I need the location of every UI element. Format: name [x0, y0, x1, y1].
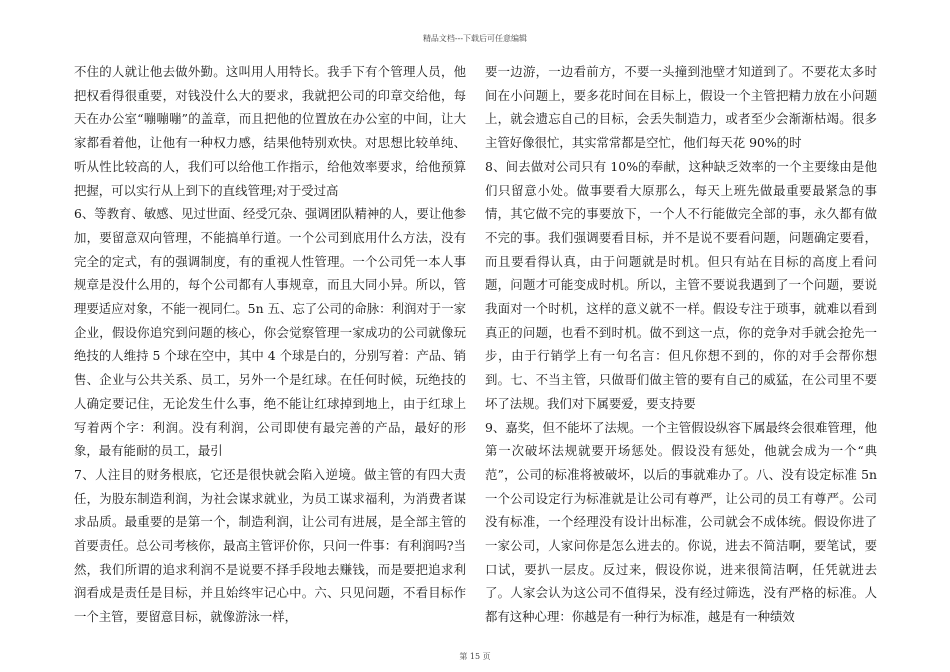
- left-column: [74, 60, 466, 629]
- paragraph: 8、间去做对公司只有 10%的奉献，这种缺乏效率的一个主要缘由是他们只留意小处。做事要看大原那么，每天上班先做最重要最紧急的事情，其它做不完的事要放下，一个人不行能做完全部的事，永久都有做不完的事。我们强调要看目标，并不是说不要看问题，问题确定要看，而且要看得认真，由于问题就是时机。但只有站在目标的高度上看问题，问题才可能变成时机。所以，主管不要说我遇到了一个问题，要说我面对一个时机，这样的意义就不一样。假设专注于琐事，就难以看到真正的问题，也看不到时机。做不到这一点，你的竞争对手就会抢先一步，由于行销学上有一句名言：但凡你想不到的，你的对手会帮你想到。七、不当主管，只做哥们做主管的要有自己的威猛，在公司里不要坏了法规。我们对下属要爱，要支持要: [485, 158, 877, 411]
- right-column: [485, 60, 877, 629]
- paragraph: 要一边游，一边看前方，不要一头撞到池壁才知道到了。不要花太多时间在小问题上，要多花时间在目标上，假设一个主管把精力放在小问题上，就会遗忘自己的目标，会丢失制造力，或者至少会渐渐枯竭。很多主管好像很忙，其实常常都是空忙，他们每天花 90%的时: [485, 64, 877, 151]
- paragraph: 6、等教育、敏感、见过世面、经受冗杂、强调团队精神的人，要让他参加，要留意双向管理，不能搞单行道。一个公司到底用什么方法，没有完全的定式，有的强调制度，有的重视人性管理。一个公司凭一本人事规章是没什么用的，每个公司都有人事规章，而且大同小异。所以，管理要适应对象，不能一视同仁。5n 五、忘了公司的命脉：利润对于一家企业，假设你追究到问题的核心，你会觉察管理一家成功的公司就像玩绝技的人维持 5 个球在空中，其中 4 个球是白的，分别写着：产品、销售、企业与公共关系、员工，另外一个是红球。在任何时候，玩绝技的人确定要记住，无论发生什么事，绝不能让红球掉到地上，由于红球上写着两个字：利润。没有利润，公司即使有最完善的产品，最好的形象，最有能耐的员工，最引: [74, 206, 466, 459]
- paragraph: 9、嘉奖，但不能坏了法规。一个主管假设纵容下属最终会很难管理，他第一次破坏法规就要开场惩处。假设没有惩处，他就会成为一个“典范”，公司的标准将被破坏，以后的事就难办了。八、没有设定标准 5n 一个公司设定行为标准就是让公司有尊严，让公司的员工有尊严。公司没有标准，一个经理没有设计出标准，公司就会不成体统。假设你进了一家公司，人家问你是怎么进去的。你说，进去不简洁啊，要笔试，要口试，要扒一层皮。反过来，假设你说，进来很简洁啊，任凭就进去了。人家会认为这公司不值得呆，没有经过筛选，没有严格的标准。人都有这种心理：你越是有一种行为标准，越是有一种绩效: [485, 419, 877, 625]
- paragraph: 7、人注目的财务根底，它还是很快就会陷入逆境。做主管的有四大责任，为股东制造利润，为社会谋求就业，为员工谋求福利，为消费者谋求品质。最重要的是第一个，制造利润，让公司有进展，是全部主管的首要责任。总公司考核你，最高主管评价你，只问一件事：有利润吗?当然，我们所谓的追求利润不是说要不择手段地去赚钱，而是要把追求利润看成是责任是目标，并且始终牢记心中。六、只见问题，不看目标作一个主管，要留意目标，就像游泳一样，: [74, 466, 466, 625]
- page-header: 精品文档---下载后可任意编辑: [422, 34, 528, 43]
- paragraph: 不住的人就让他去做外勤。这叫用人用特长。我手下有个管理人员，他把权看得很重要，对钱没什么大的要求，我就把公司的印章交给他，每天在办公室“嘣嘣嘣”的盖章，而且把他的位置放在办公室的中间，让大家都看着他，让他有一种权力感，结果他特别欢快。对思想比较单纯、听从性比较高的人，我们可以给他工作指示，给他效率要求，给他预算把握，可以实行从上到下的直线管理;对于受过高: [74, 64, 466, 198]
- page-number: 第 15 页: [459, 652, 491, 661]
